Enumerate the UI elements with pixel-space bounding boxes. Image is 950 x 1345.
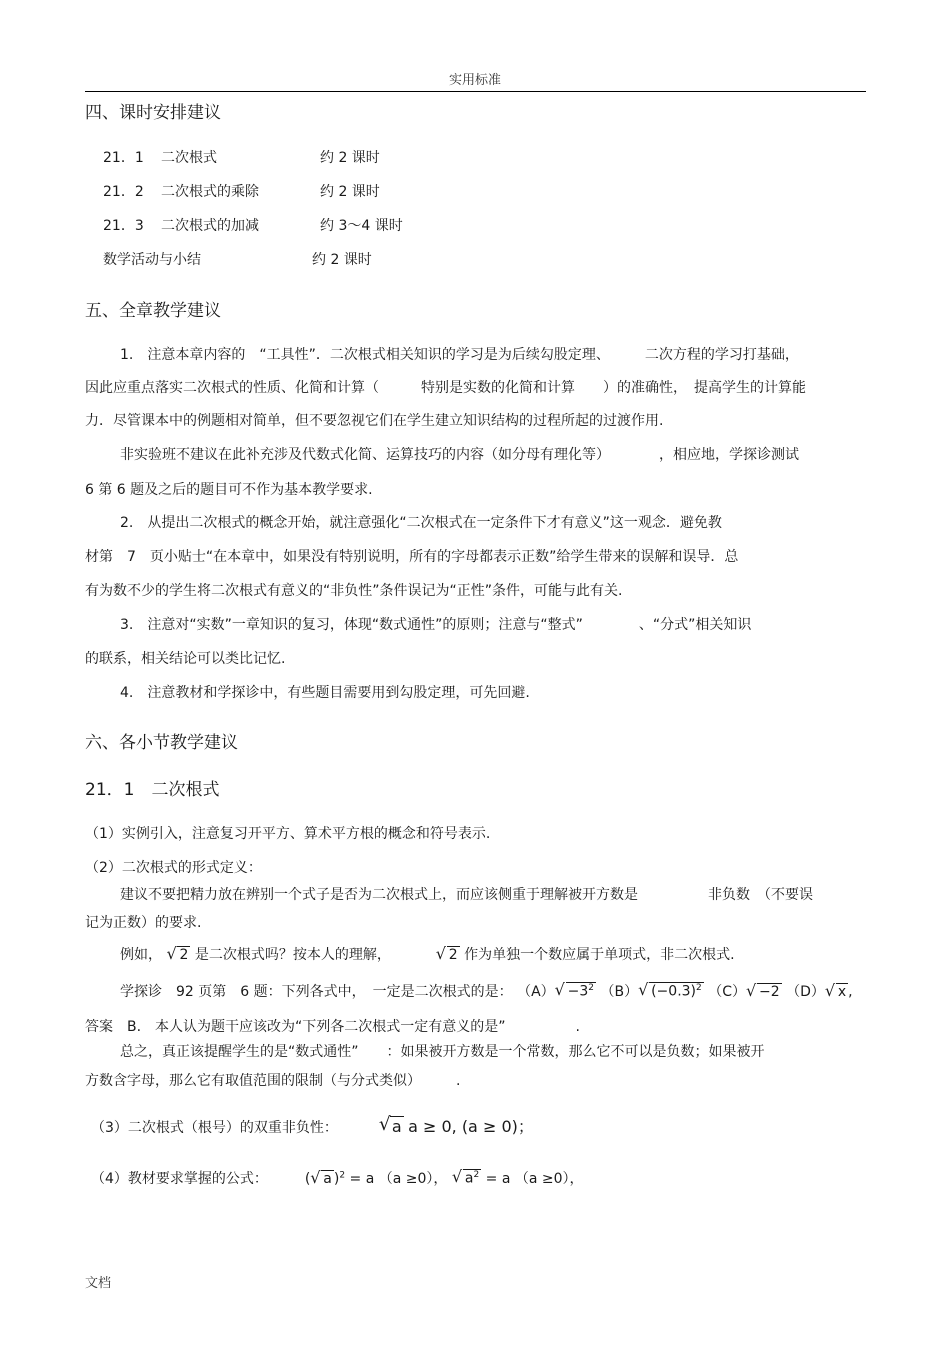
paragraph-line: 建议不要把精力放在辨别一个式子是否为二次根式上，而应该侧重于理解被开方数是 非负数 （不要误 xyxy=(120,887,813,903)
schedule-row-2-hours: 约 2 课时 xyxy=(320,184,380,200)
page-header-title: 实用标准 xyxy=(448,73,501,88)
option-b-label: （B） xyxy=(600,984,639,1000)
paragraph-line: 4. 注意教材和学探诊中，有些题目需要用到勾股定理，可先回避. xyxy=(120,685,530,701)
schedule-row-4-topic: 数学活动与小结 xyxy=(103,252,201,268)
example-line xyxy=(120,944,735,964)
paragraph-line: 3. 注意对“实数”一章知识的复习，体现“数式通性”的原则；注意与“整式” 、“分式”相关知识 xyxy=(120,617,752,633)
subsection-heading: 21．1 二次根式 xyxy=(85,780,220,800)
item-1: （1）实例引入，注意复习开平方、算术平方根的概念和符号表示. xyxy=(85,826,491,842)
paragraph-line: 总之，真正该提醒学生的是“数式通性” ：如果被开方数是一个常数，那么它不可以是负数；如果被开 xyxy=(120,1044,765,1060)
answer-line: 答案 B. 本人认为题干应该改为“下列各二次根式一定有意义的是” . xyxy=(85,1019,581,1035)
item-2: （2）二次根式的形式定义： xyxy=(85,860,262,876)
sqrt-a-expression: √ a xyxy=(378,1114,402,1136)
schedule-row-1-hours: 约 2 课时 xyxy=(320,150,380,166)
paragraph-line: 材第 7 页小贴士“在本章中，如果没有特别说明，所有的字母都表示正数”给学生带来的误解和误导．总 xyxy=(85,549,739,565)
paragraph-line: 因此应重点落实二次根式的性质、化简和计算（ 特别是实数的化简和计算 ）的准确性， 提高学生的计算能 xyxy=(85,380,806,396)
item-4 xyxy=(91,1168,584,1188)
paragraph-line: 有为数不少的学生将二次根式有意义的“非负性”条件误记为“正性”条件，可能与此有关. xyxy=(85,583,623,599)
sqrt-2-expression: √ 2 xyxy=(435,944,458,963)
header-divider xyxy=(85,91,866,92)
section-4-heading: 四、课时安排建议 xyxy=(85,103,221,123)
formula-1: ( √ a )$^2$ = a （a ≥0）， xyxy=(304,1168,448,1187)
formula-2: √ $a^2 = a$ （a ≥0）， xyxy=(451,1167,584,1187)
question-prefix: 学探诊 92 页第 6 题：下列各式中， 一定是二次根式的是： xyxy=(120,984,513,1000)
paragraph-line: 1. 注意本章内容的 “工具性”．二次根式相关知识的学习是为后续勾股定理、 二次方程的学习打基础， xyxy=(120,347,799,363)
paragraph-line: 6 第 6 题及之后的题目可不作为基本教学要求. xyxy=(85,482,373,498)
option-b-expression: √ $(-0.3)^2$ xyxy=(638,980,702,1000)
example-prefix: 例如， xyxy=(120,947,162,963)
example-suffix: 作为单独一个数应属于单项式，非二次根式. xyxy=(464,947,735,963)
page-footer-label: 文档 xyxy=(85,1276,112,1291)
item-4-text: （4）教材要求掌握的公式： xyxy=(91,1171,268,1187)
schedule-row-2-num: 21．2 xyxy=(103,184,144,200)
schedule-row-1-num: 21．1 xyxy=(103,150,144,166)
option-c-expression: √ −2 xyxy=(745,981,780,1000)
option-a-label: （A） xyxy=(517,984,555,1000)
section-5-heading: 五、全章教学建议 xyxy=(85,301,221,321)
schedule-row-2-topic: 二次根式的乘除 xyxy=(161,184,259,200)
option-d-expression: √ x xyxy=(824,981,847,1000)
paragraph-line: 记为正数）的要求. xyxy=(85,915,202,931)
item-3 xyxy=(91,1114,534,1137)
item-3-inequality: a ≥ 0, (a ≥ 0)； xyxy=(408,1117,534,1136)
paragraph-line: 非实验班不建议在此补充涉及代数式化简、运算技巧的内容（如分母有理化等） ，相应地，学探诊测试 xyxy=(120,447,799,463)
option-a-expression: √ $-3^2$ xyxy=(554,980,595,1000)
paragraph-line: 的联系，相关结论可以类比记忆. xyxy=(85,651,286,667)
option-d-label: （D） xyxy=(786,984,825,1000)
paragraph-line: 力．尽管课本中的例题相对简单，但不要忽视它们在学生建立知识结构的过程所起的过渡作用. xyxy=(85,413,664,429)
section-6-heading: 六、各小节教学建议 xyxy=(85,733,238,753)
schedule-row-4-hours: 约 2 课时 xyxy=(312,252,372,268)
paragraph-line: 2. 从提出二次根式的概念开始，就注意强化“二次根式在一定条件下才有意义”这一观念．避免教 xyxy=(120,515,722,531)
example-middle: 是二次根式吗？按本人的理解， xyxy=(194,947,391,963)
schedule-row-3-topic: 二次根式的加减 xyxy=(161,218,259,234)
option-c-label: （C） xyxy=(708,984,746,1000)
schedule-row-3-num: 21．3 xyxy=(103,218,144,234)
paragraph-line: 方数含字母，那么它有取值范围的限制（与分式类似） . xyxy=(85,1073,461,1089)
sqrt-2-expression: √ 2 xyxy=(166,944,189,963)
schedule-row-1-topic: 二次根式 xyxy=(161,150,217,166)
question-line: 学探诊 92 页第 6 题：下列各式中， 一定是二次根式的是： （A） √ $-3^2$ （B） √ $(-0.3)^2$ （C） √ −2 （D） √ x , xyxy=(120,980,853,1000)
item-3-text: （3）二次根式（根号）的双重非负性： xyxy=(91,1120,338,1136)
schedule-row-3-hours: 约 3～4 课时 xyxy=(320,218,403,234)
